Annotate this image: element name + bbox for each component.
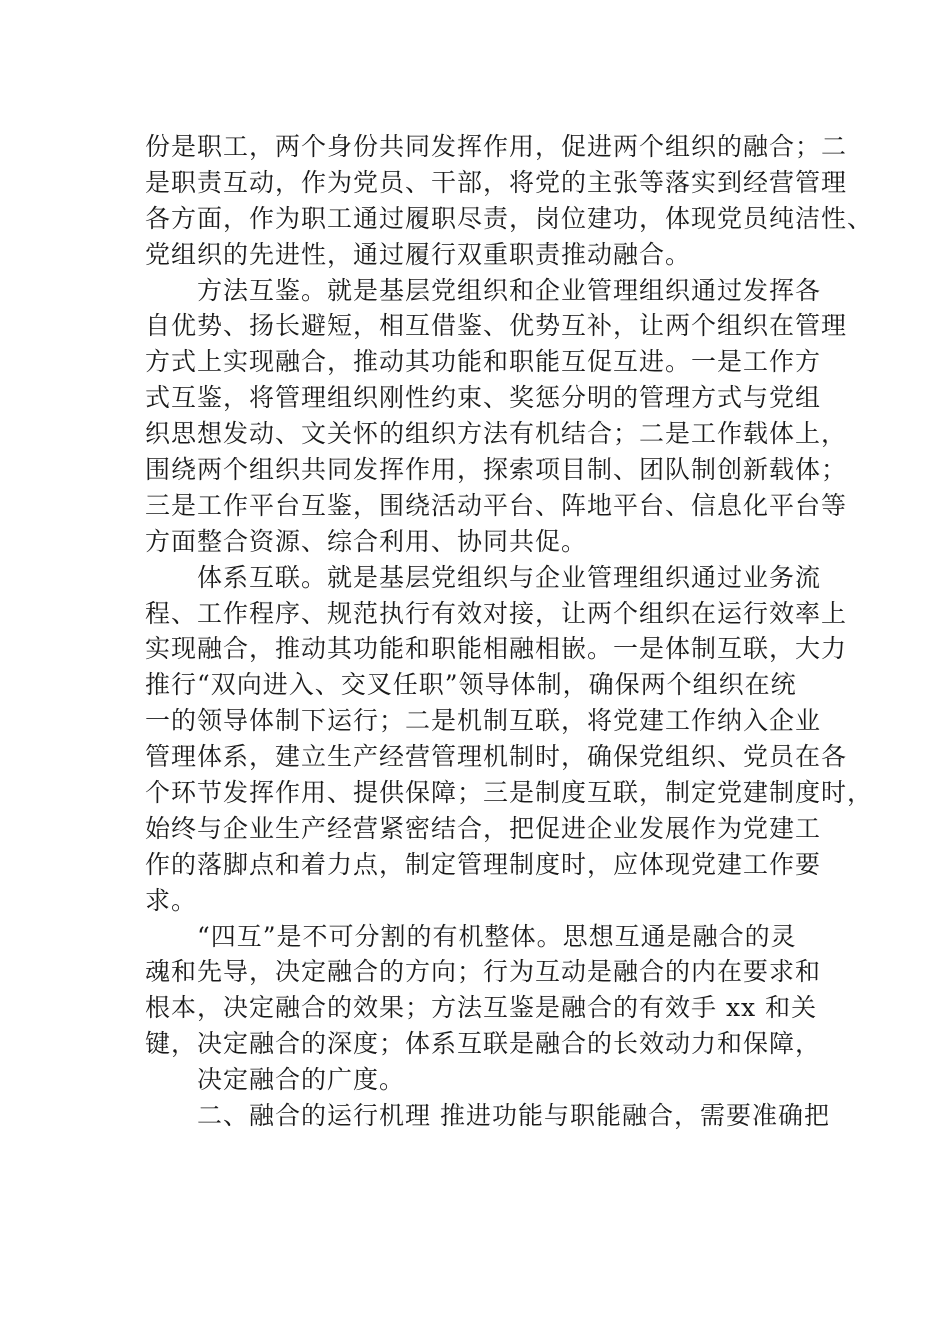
text-line: 魂和先导，决定融合的方向；行为互动是融合的内在要求和 <box>145 957 822 987</box>
text-line: 程、工作程序、规范执行有效对接，让两个组织在运行效率上 <box>145 598 848 628</box>
text-line: 实现融合，推动其功能和职能相融相嵌。一是体制互联，大力 <box>145 634 848 664</box>
text-line: 织思想发动、文关怀的组织方法有机结合；二是工作载体上， <box>145 419 848 449</box>
text-line: 围绕两个组织共同发挥作用，探索项目制、团队制创新载体； <box>145 455 848 485</box>
paragraph-start-line: 方法互鉴。就是基层党组织和企业管理组织通过发挥各 <box>197 275 822 305</box>
text-line: 式互鉴，将管理组织刚性约束、奖惩分明的管理方式与党组 <box>145 383 822 413</box>
text-line: 方面整合资源、综合利用、协同共促。 <box>145 526 588 556</box>
text-line: 个环节发挥作用、提供保障；三是制度互联，制定党建制度时， <box>145 778 874 808</box>
text-line: 一的领导体制下运行；二是机制互联，将党建工作纳入企业 <box>145 706 822 736</box>
paragraph-start-line: 决定融合的广度。 <box>197 1065 406 1095</box>
text-line: 自优势、扬长避短，相互借鉴、优势互补，让两个组织在管理 <box>145 311 848 341</box>
text-line: 方式上实现融合，推动其功能和职能互促互进。一是工作方 <box>145 347 822 377</box>
text-line: 根本，决定融合的效果；方法互鉴是融合的有效手 xx 和关 <box>145 993 818 1023</box>
paragraph-start-line: “四互”是不可分割的有机整体。思想互通是融合的灵 <box>197 921 797 951</box>
text-line: 党组织的先进性，通过履行双重职责推动融合。 <box>145 239 692 269</box>
text-line: 各方面，作为职工通过履职尽责，岗位建功，体现党员纯洁性、 <box>145 203 874 233</box>
text-line: 推行“双向进入、交叉任职”领导体制，确保两个组织在统 <box>145 670 797 700</box>
text-line: 份是职工，两个身份共同发挥作用，促进两个组织的融合；二 <box>145 132 848 161</box>
paragraph-start-line: 体系互联。就是基层党组织与企业管理组织通过业务流 <box>197 562 822 592</box>
text-line: 键，决定融合的深度；体系互联是融合的长效动力和保障， <box>145 1029 822 1059</box>
text-line: 三是工作平台互鉴，围绕活动平台、阵地平台、信息化平台等 <box>145 490 848 520</box>
text-line: 是职责互动，作为党员、干部，将党的主张等落实到经营管理 <box>145 167 848 197</box>
text-line: 作的落脚点和着力点，制定管理制度时，应体现党建工作要 <box>145 849 822 879</box>
document-body <box>145 129 874 1134</box>
text-line: 求。 <box>145 885 198 915</box>
text-line: 始终与企业生产经营紧密结合，把促进企业发展作为党建工 <box>145 813 822 843</box>
text-line: 管理体系，建立生产经营管理机制时，确保党组织、党员在各 <box>145 742 848 772</box>
section-heading-line: 二、融合的运行机理 推进功能与职能融合，需要准确把 <box>197 1101 830 1131</box>
